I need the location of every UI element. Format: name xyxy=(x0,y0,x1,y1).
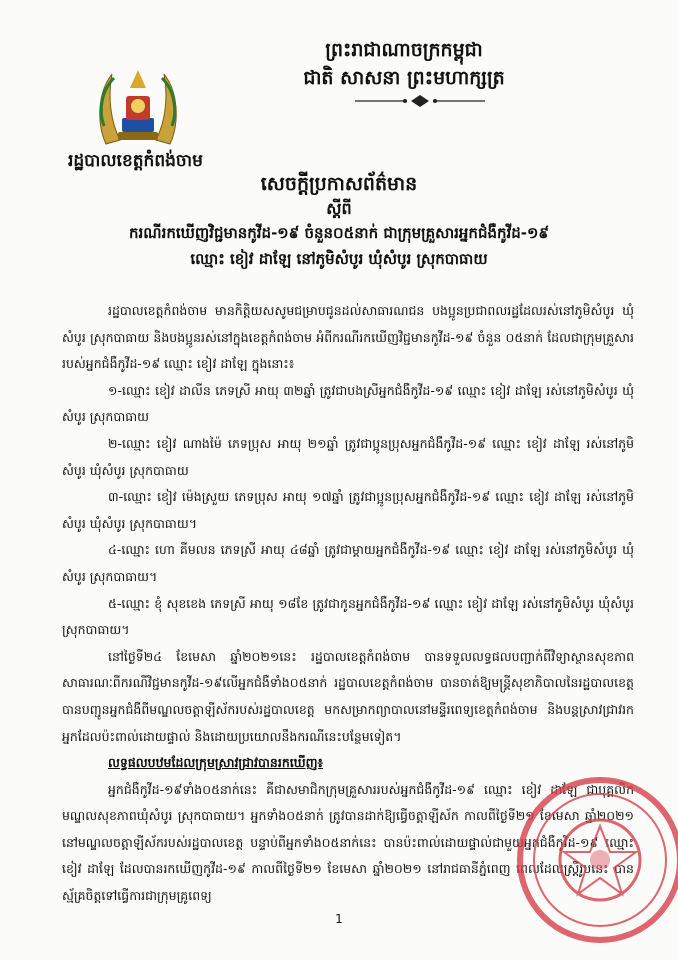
paragraph-case-4: ៤-ឈ្មោះ ហោ គីមលន ភេទស្រី អាយុ ៤៨ឆ្នាំ ត្រូវជាម្តាយអ្នកជំងឺកូវីដ-១៩ ឈ្មោះ ខៀវ ដាឡែ រស់នៅភូមិសំបូរ ឃុំសំបូរ ស្រុកបាធាយ។ xyxy=(62,542,634,584)
paragraph-case-2: ២-ឈ្មោះ ខៀវ ណាងម៉ៃ ភេទប្រុស អាយុ ២១ឆ្នាំ ត្រូវជាប្អូនប្រុសអ្នកជំងឺកូវីដ-១៩ ឈ្មោះ ខៀវ ដាឡែ រស់នៅភូមិសំបូរ ឃុំសំបូរ ស្រុកបាធាយ xyxy=(62,435,634,478)
section-heading: លទ្ធផលបឋមដែលក្រុមស្រាវជ្រាវបានរកឃើញ៖ xyxy=(108,755,324,771)
paragraph-action: នៅថ្ងៃទី២៤ ខែមេសា ឆ្នាំ២០២១នេះ រដ្ឋបាលខេត្តកំពង់ចាម បានទទួលលទ្ធផលបញ្ជាក់ពីវិទ្យាស្ថានសុខភាពសាធារណៈពីករណីវិជ្ជមានកូវីដ-១៩លើអ្នកជំងឺទាំង០៥នាក់ រដ្ឋបាលខេត្តកំពង់ចាម បានចាត់ឱ្យមន្ត្រីសុខាភិបាលនៃរដ្ឋបាលខេត្ត បានបញ្ជូនអ្នកជំងឺពីមណ្ឌលចត្តាឡីស័ករបស់រដ្ឋបាលខេត្ត មកសម្រាកព្យាបាលនៅមន្ទីរពេទ្យខេត្តកំពង់ចាម និងបន្តស្រាវជ្រាវរកអ្នកដែលប៉ះពាល់ដោយផ្ទាល់ និងដោយប្រយោលនឹងករណីនេះបន្ថែមទៀត។ xyxy=(62,648,634,744)
department-name: រដ្ឋបាលខេត្តកំពង់ចាម xyxy=(68,151,203,171)
document-subject-line-1: ករណីរកឃើញវិជ្ជមានកូវីដ-១៩ ចំនួន០៥នាក់ ជាក្រុមគ្រួសារអ្នកជំងឺកូវីដ-១៩ xyxy=(128,224,549,242)
national-motto: ជាតិ សាសនា ព្រះមហាក្សត្រ xyxy=(303,67,505,89)
divider-ornament-icon xyxy=(345,94,495,108)
paragraph-case-3: ៣-ឈ្មោះ ខៀវ ម៉េងស្រួយ ភេទប្រុស អាយុ ១៧ឆ្នាំ ត្រូវជាប្អូនប្រុសអ្នកជំងឺកូវីដ-១៩ ឈ្មោះ ខៀវ ដាឡែ រស់នៅភូមិសំបូរ ឃុំសំបូរ ស្រុកបាធាយ។ xyxy=(62,489,634,531)
paragraph-findings: អ្នកជំងឺកូវីដ-១៩ទាំង០៥នាក់នេះ គឺជាសមាជិកក្រុមគ្រួសាររបស់អ្នកជំងឺកូវីដ-១៩ ឈ្មោះ ខៀវ ដាឡែ ជាបុគ្គលិកមណ្ឌលសុខភាពឃុំសំបូរ ស្រុកបាធាយ។ អ្នកទាំង០៥នាក់ ត្រូវបានដាក់ឱ្យធ្វើចត្តាឡីស័ក កាលពីថ្ងៃទី២១ ខែមេសា ឆ្នាំ២០២១ នៅមណ្ឌលចត្តាឡីស័ករបស់រដ្ឋបាលខេត្ត បន្ទាប់ពីអ្នកទាំង០៥នាក់នេះ បានប៉ះពាល់ដោយផ្ទាល់ជាមួយអ្នកជំងឺកូវីដ-១៩ ឈ្មោះ ខៀវ ដាឡែ ដែលបានរកឃើញកូវីដ-១៩ កាលពីថ្ងៃទី២១ ខែមេសា ឆ្នាំ២០២១ នៅរាជធានីភ្នំពេញ ពេលដែលស្ត្រីរូបនេះ បានស្ម័គ្រចិត្តទៅធ្វើការជាក្រុមគ្រូពេទ្យ xyxy=(62,781,634,904)
document-title: សេចក្តីប្រកាសព័ត៌មាន xyxy=(260,173,418,195)
paragraph-intro: រដ្ឋបាលខេត្តកំពង់ចាម មានកិត្តិយសសូមជម្រាបជូនដល់សាធារណជន បងប្អូនប្រជាពលរដ្ឋដែលរស់នៅភូមិសំបូរ ឃុំសំបូរ ស្រុកបាធាយ និងបងប្អូនរស់នៅក្នុងខេត្តកំពង់ចាម អំពីករណីរកឃើញវិជ្ជមានកូវីដ-១៩ ចំនួន ០៥នាក់ ដែលជាក្រុមគ្រួសាររបស់អ្នកជំងឺកូវីដ-១៩ ឈ្មោះ ខៀវ ដាឡែ ក្នុងនោះ៖ xyxy=(62,303,634,372)
document-subtitle: ស្តីពី xyxy=(326,199,352,218)
paragraph-case-1: ១-ឈ្មោះ ខៀវ ដាលីន ភេទស្រី អាយុ ៣២ឆ្នាំ ត្រូវជាបងស្រីអ្នកជំងឺកូវីដ-១៩ ឈ្មោះ ខៀវ ដាឡែ រស់នៅភូមិសំបូរ ឃុំសំបូរ ស្រុកបាធាយ xyxy=(62,382,634,425)
paragraph-case-5: ៥-ឈ្មោះ ខុំ សុខខេង ភេទស្រី អាយុ ១៨ខែ ត្រូវជាកូនអ្នកជំងឺកូវីដ-១៩ ឈ្មោះ ខៀវ ដាឡែ រស់នៅភូមិសំបូរ ឃុំសំបូរ ស្រុកបាធាយ។ xyxy=(62,595,634,638)
official-seal-stamp-icon xyxy=(500,760,678,960)
document-subject-line-2: ឈ្មោះ ខៀវ ដាឡែ នៅភូមិសំបូរ ឃុំសំបូរ ស្រុកបាធាយ xyxy=(190,250,488,268)
page-number: 1 xyxy=(335,912,343,926)
kingdom-header: ព្រះរាជាណាចក្រកម្ពុជា xyxy=(325,39,483,61)
